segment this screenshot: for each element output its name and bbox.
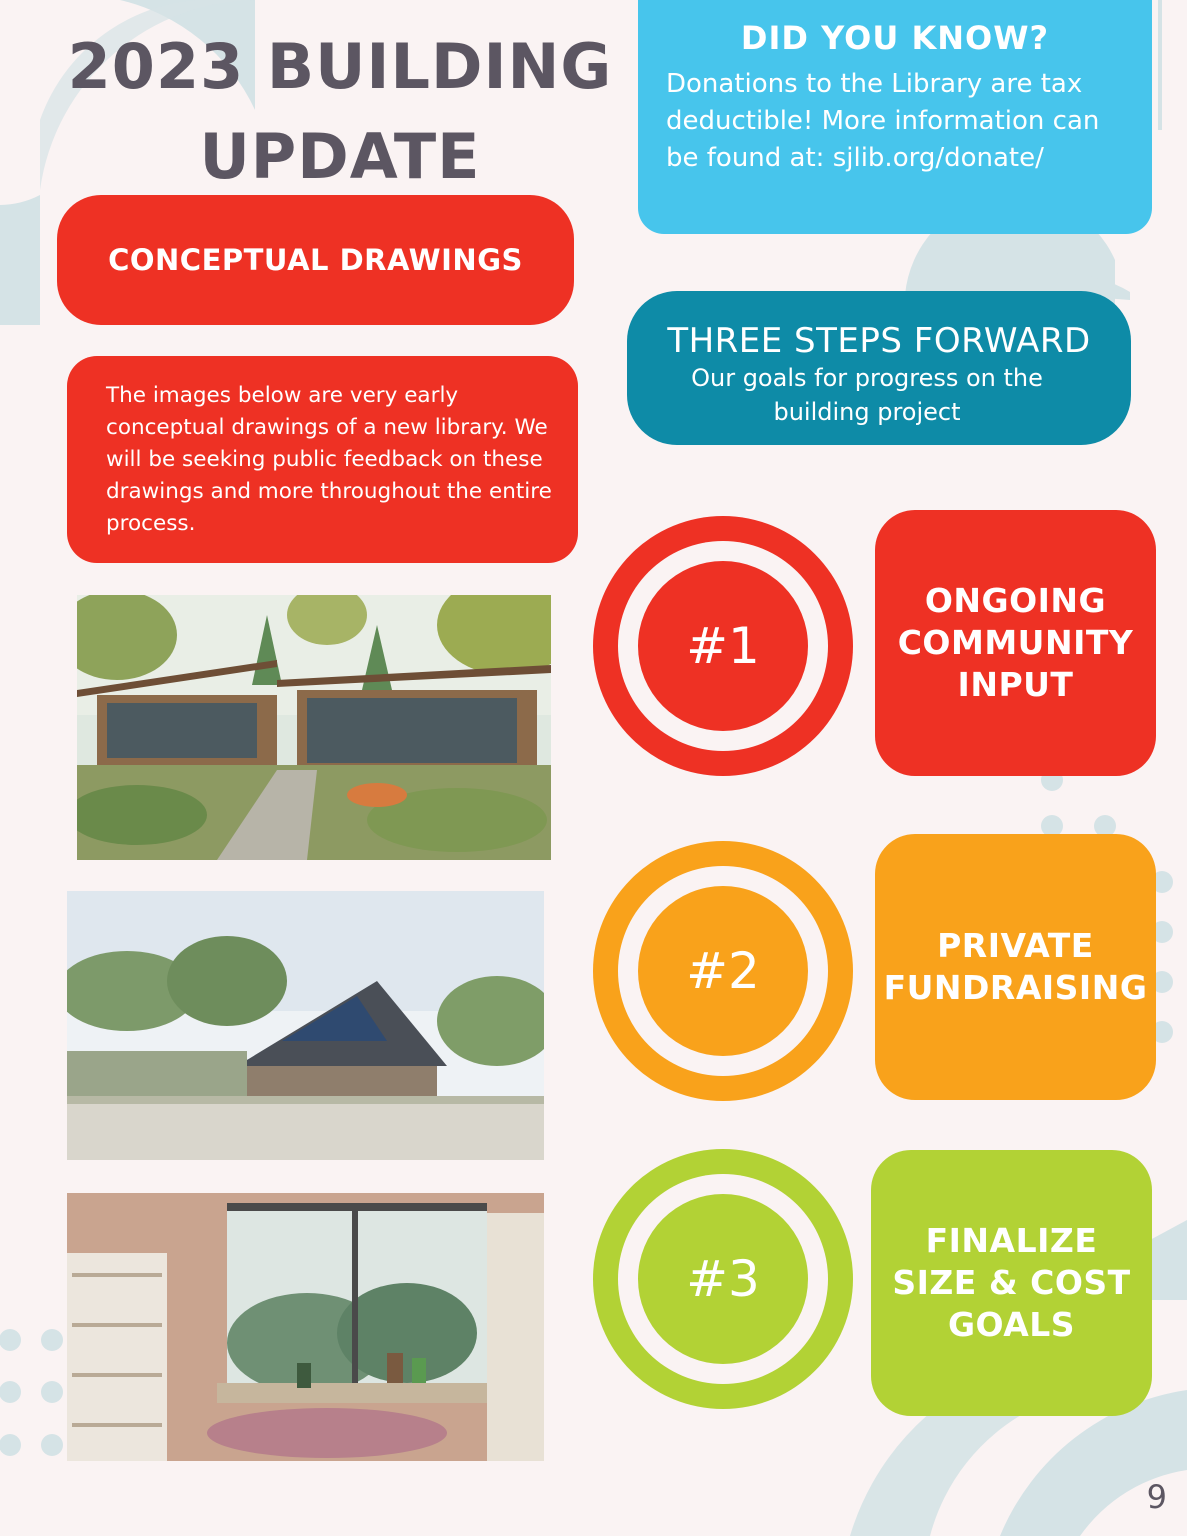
goal-3-inner-ring [618,1174,828,1384]
three-steps-subtitle: Our goals for progress on the building project [691,364,1043,426]
drawing-courtyard-image [77,595,551,860]
goal-3-ring [593,1149,853,1409]
three-steps-forward-box [627,291,1131,445]
goal-1-number-circle [638,561,808,731]
conceptual-drawings-heading [57,195,574,325]
goal-2-number-circle [638,886,808,1056]
goal-2-label: PRIVATE FUNDRAISING [883,926,1148,1007]
goal-3-number: #3 [686,1250,760,1308]
goal-1-number: #1 [686,617,760,675]
title-line-1: 2023 BUILDING [67,30,613,103]
goal-3-number-circle [638,1194,808,1364]
did-you-know-heading: DID YOU KNOW? [740,19,1050,57]
title-line-2: UPDATE [199,120,481,193]
goal-1-ring [593,516,853,776]
goal-3-label: FINALIZE SIZE & COST GOALS [892,1221,1131,1344]
goal-2-ring [593,841,853,1101]
conceptual-drawings-label: CONCEPTUAL DRAWINGS [108,243,523,277]
did-you-know-body: Donations to the Library are tax deductible! More information can be found at: sjlib.org/donate/ [666,69,1100,173]
goal-3-box [871,1150,1152,1416]
goal-2-inner-ring [618,866,828,1076]
goal-1-inner-ring [618,541,828,751]
three-steps-title: THREE STEPS FORWARD [667,321,1091,361]
goal-2-number: #2 [686,942,760,1000]
page-number: 9 [1146,1478,1167,1516]
drawing-interior-image [67,1193,544,1461]
goal-1-label: ONGOING COMMUNITY INPUT [897,581,1134,704]
conceptual-drawings-description [67,356,578,563]
goal-2-box [875,834,1156,1100]
page-title [40,22,640,202]
did-you-know-box [638,0,1152,234]
drawing-exterior-image [67,891,544,1160]
conceptual-description-text: The images below are very early conceptual drawings of a new library. We will be seeking public feedback on these drawings and more throughout the entire process. [106,383,552,536]
goal-1-box [875,510,1156,776]
